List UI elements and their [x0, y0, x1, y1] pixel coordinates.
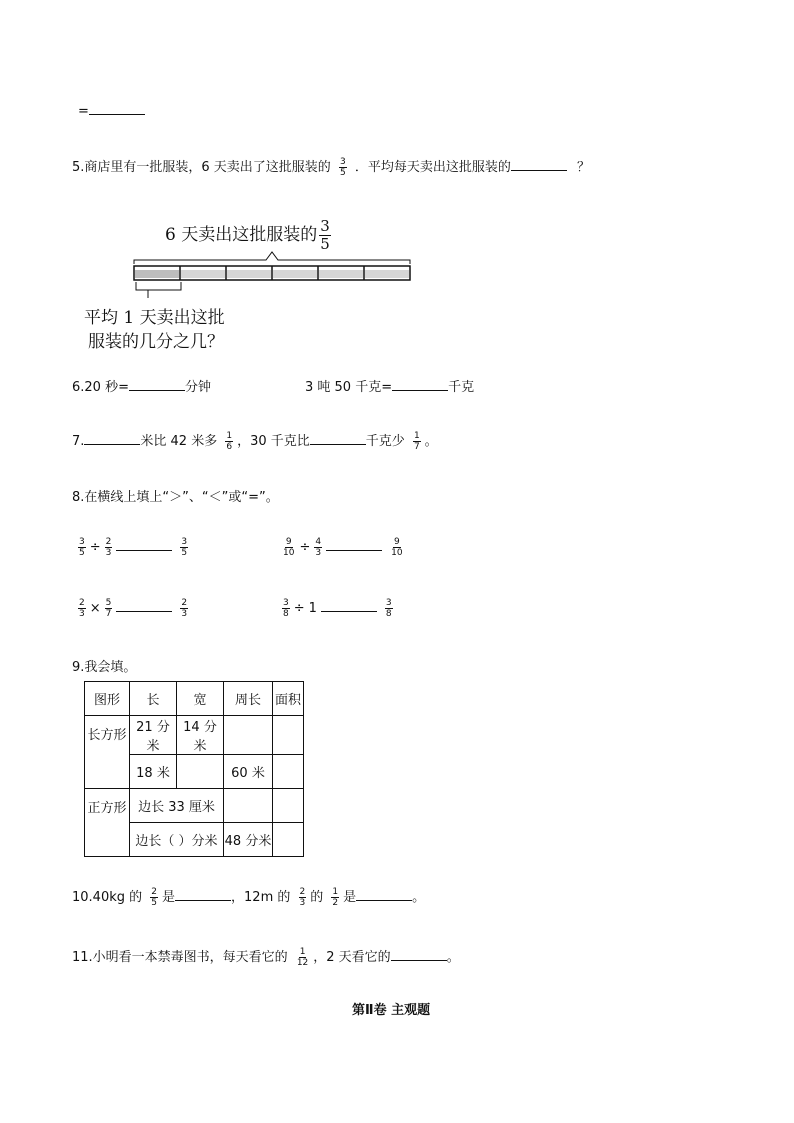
table-header-row: [85, 682, 304, 716]
question-5: [72, 156, 590, 178]
bar-segment: [365, 270, 409, 278]
q8-blank-4[interactable]: [321, 599, 377, 612]
q7-fraction-2: $\frac{1}{7}$: [413, 431, 420, 452]
table-cell: 60 米: [224, 755, 273, 789]
q11-answer-blank[interactable]: [391, 948, 447, 961]
header-cell: 长: [130, 682, 177, 716]
table-cell[interactable]: 边长（ ）分米: [130, 823, 224, 857]
bar-segment: [273, 270, 317, 278]
shape-table: [84, 681, 304, 857]
table-cell: 边长 33 厘米: [130, 789, 224, 823]
q5-text-b: ．平均每天卖出这批服装的: [354, 160, 511, 175]
q7-fraction-1: $\frac{1}{6}$: [226, 431, 233, 452]
answer-blank[interactable]: [89, 102, 145, 115]
table-row: [85, 789, 304, 823]
question-10: 10.40kg 的 $\frac{2}{5}$ 是 ，12m 的 $\frac{2}{3}$ 的 $\frac{1}{2}$ 是 。: [72, 887, 426, 908]
q7-answer-blank-2[interactable]: [310, 432, 366, 445]
question-6b: 3 吨 50 千克= 千克: [305, 380, 475, 395]
bar-segment: [135, 270, 179, 278]
header-cell: 宽: [177, 682, 224, 716]
fill-cell[interactable]: [273, 789, 304, 823]
bar-segment: [181, 270, 225, 278]
table-cell: 21 分米: [130, 716, 177, 755]
square-label: 正方形: [85, 789, 130, 857]
q8-blank-1[interactable]: [116, 538, 172, 551]
q11-fraction: $\frac{1}{12}$: [296, 947, 309, 968]
q8-blank-2[interactable]: [326, 538, 382, 551]
q10-answer-blank-1[interactable]: [175, 888, 231, 901]
diagram-top-label: 6 天卖出这批服装的 $\frac{3}{5}$: [165, 217, 330, 253]
equals-sign: =: [78, 104, 89, 119]
q10-fraction-1: $\frac{2}{5}$: [151, 887, 158, 908]
table-row: [85, 716, 304, 755]
section-title: 第Ⅱ卷 主观题: [352, 1003, 431, 1018]
q8-item-2: $\frac{9}{10}$ ÷ $\frac{4}{3}$ $\frac{9}{10}$: [283, 537, 403, 558]
table-cell: 14 分米: [177, 716, 224, 755]
diagram-bottom-label-2: 服装的几分之几？: [88, 332, 224, 352]
fill-cell[interactable]: [224, 716, 273, 755]
q10-fraction-2: $\frac{2}{3}$: [299, 887, 306, 908]
question-7: 7. 米比 42 米多 $\frac{1}{6}$ ，30 千克比 千克少 $\frac{1}{7}$ 。: [72, 431, 438, 452]
question-6a: 6.20 秒= 分钟: [72, 380, 211, 395]
header-cell: 周长: [224, 682, 273, 716]
q6a-answer-blank[interactable]: [129, 378, 185, 391]
fill-cell[interactable]: [177, 755, 224, 789]
q7-answer-blank-1[interactable]: [84, 432, 140, 445]
q5-fraction: $\frac{3}{5}$: [339, 157, 346, 178]
diagram-bottom-label-1: 平均 1 天卖出这批: [84, 308, 225, 328]
table-cell: 18 米: [130, 755, 177, 789]
q8-item-4: $\frac{3}{8}$ ÷ 1 $\frac{3}{8}$: [283, 598, 392, 619]
bar-segment: [319, 270, 363, 278]
q6b-answer-blank[interactable]: [392, 378, 448, 391]
q8-blank-3[interactable]: [116, 599, 172, 612]
q10-answer-blank-2[interactable]: [356, 888, 412, 901]
rect-label: 长方形: [85, 716, 130, 789]
top-answer-line: [78, 102, 145, 119]
fill-cell[interactable]: [224, 789, 273, 823]
question-11: 11.小明看一本禁毒图书，每天看它的 $\frac{1}{12}$ ，2 天看它的 。: [72, 947, 460, 968]
q8-item-1: $\frac{3}{5}$ ÷ $\frac{2}{3}$ $\frac{3}{5}$: [79, 537, 188, 558]
q5-question-mark: ？: [576, 160, 590, 175]
fill-cell[interactable]: [273, 755, 304, 789]
q8-item-3: $\frac{2}{3}$ × $\frac{5}{7}$ $\frac{2}{3}$: [79, 598, 188, 619]
question-8-title: 8.在横线上填上“＞”、“＜”或“=”。: [72, 490, 279, 505]
fill-cell[interactable]: [273, 716, 304, 755]
fill-cell[interactable]: [273, 823, 304, 857]
bar-segment: [227, 270, 271, 278]
segment-bar-diagram: [128, 250, 418, 300]
q5-answer-blank[interactable]: [511, 158, 567, 171]
q5-text-a: 5.商店里有一批服装，6 天卖出了这批服装的: [72, 160, 331, 175]
question-9-title: 9.我会填。: [72, 660, 137, 675]
header-cell: 面积: [273, 682, 304, 716]
table-cell: 48 分米: [224, 823, 273, 857]
q10-fraction-3: $\frac{1}{2}$: [332, 887, 339, 908]
header-cell: 图形: [85, 682, 130, 716]
diagram-top-fraction: $\frac{3}{5}$: [320, 217, 330, 253]
